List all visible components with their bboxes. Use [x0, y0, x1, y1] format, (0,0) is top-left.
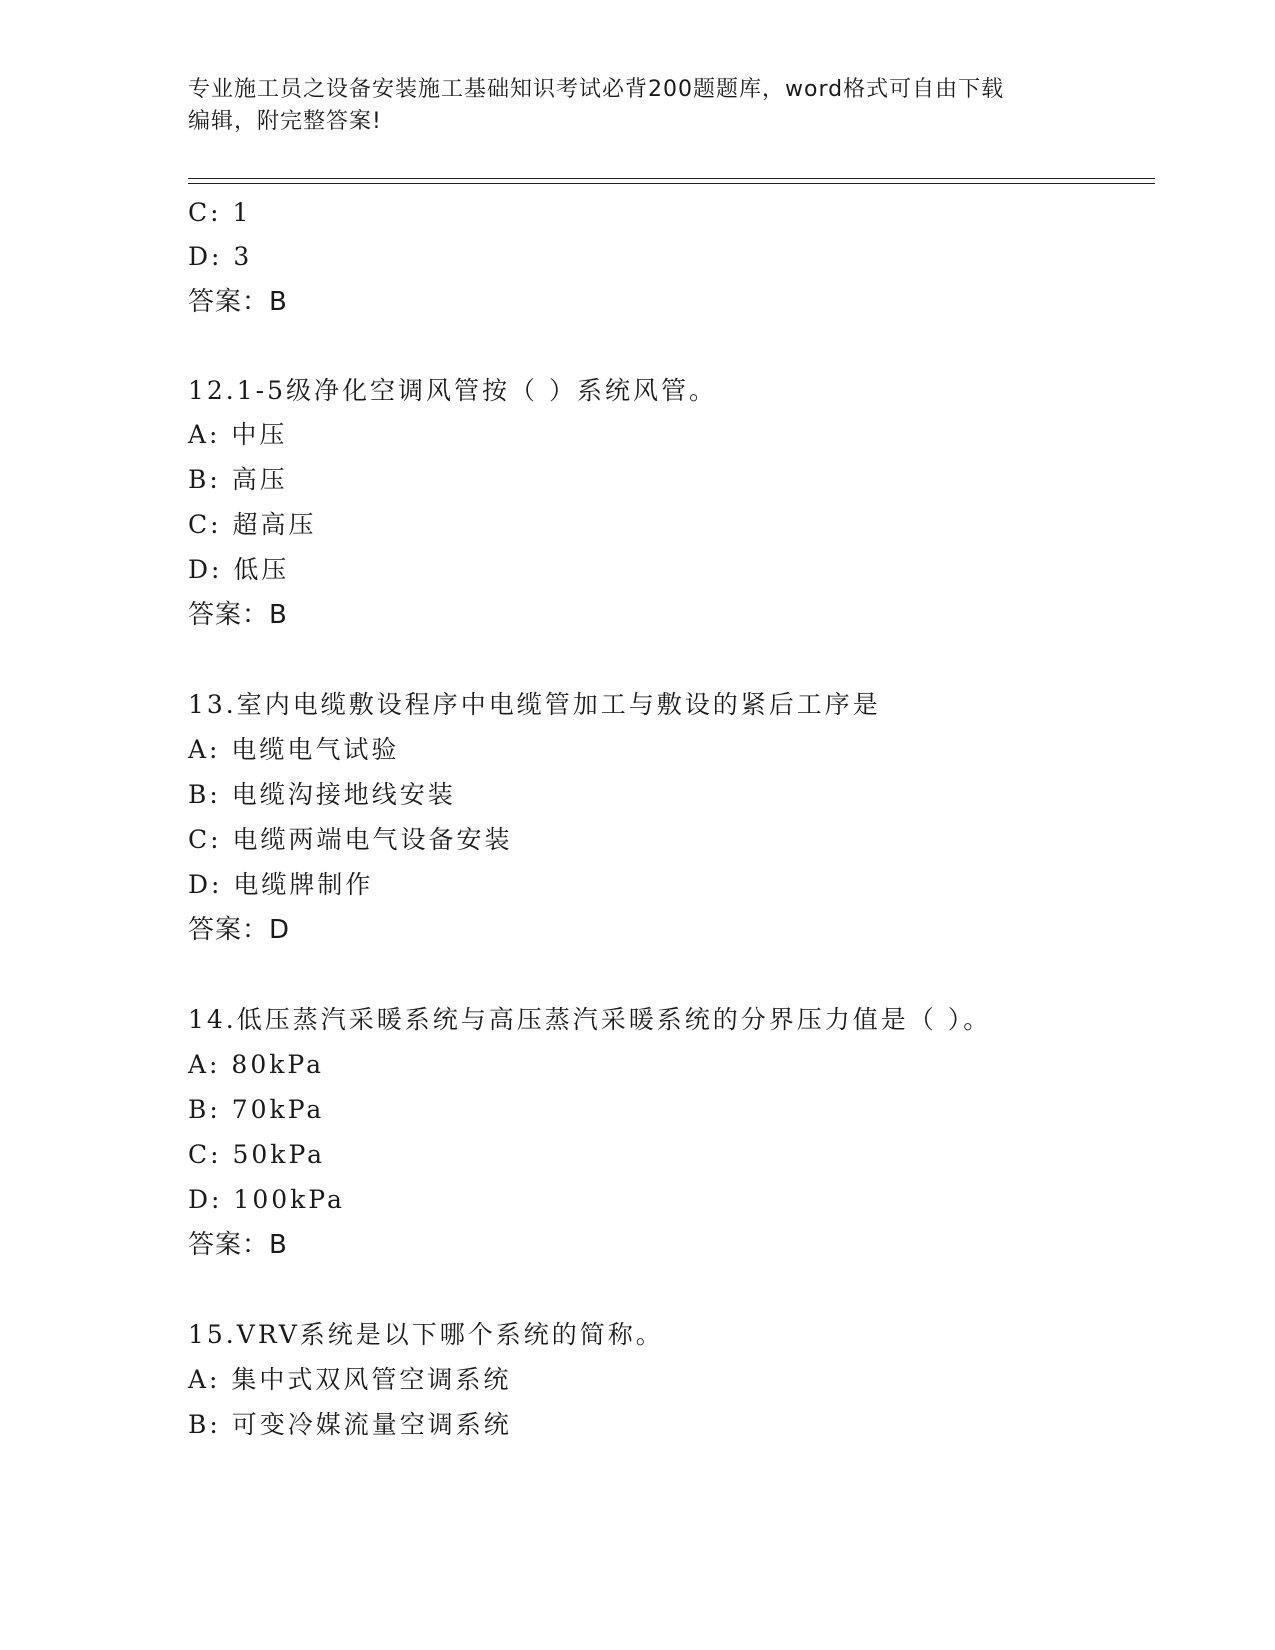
q15-option-a: A: 集中式双风管空调系统 — [188, 1365, 512, 1394]
q12-option-c: C: 超高压 — [188, 510, 317, 539]
q12-answer: 答案：B — [188, 600, 288, 630]
q13-answer: 答案：D — [188, 915, 291, 945]
q12-option-a: A: 中压 — [188, 420, 288, 449]
q13-option-b: B: 电缆沟接地线安装 — [188, 780, 456, 809]
q12-question: 12.1-5级净化空调风管按（ ）系统风管。 — [188, 376, 717, 405]
q14-question: 14.低压蒸汽采暖系统与高压蒸汽采暖系统的分界压力值是（ ）。 — [188, 1005, 992, 1034]
q14-option-d: D: 100kPa — [188, 1185, 345, 1214]
q13-option-a: A: 电缆电气试验 — [188, 735, 400, 764]
q14-option-a: A: 80kPa — [188, 1050, 324, 1079]
header-title-line-1: 专业施工员之设备安装施工基础知识考试必背200题题库，word格式可自由下载 — [188, 77, 1005, 102]
header-title-line-2: 编辑，附完整答案! — [188, 109, 382, 134]
q13-option-c: C: 电缆两端电气设备安装 — [188, 825, 513, 854]
q11-option-c: C: 1 — [188, 198, 252, 227]
q15-option-b: B: 可变冷媒流量空调系统 — [188, 1410, 512, 1439]
q12-option-b: B: 高压 — [188, 465, 288, 494]
header-divider-bottom — [188, 183, 1155, 184]
q14-option-c: C: 50kPa — [188, 1140, 326, 1169]
document-header — [188, 74, 1088, 138]
q15-question: 15.VRV系统是以下哪个系统的简称。 — [188, 1320, 664, 1349]
q12-option-d: D: 低压 — [188, 555, 290, 584]
q11-option-d: D: 3 — [188, 242, 253, 271]
q13-question: 13.室内电缆敷设程序中电缆管加工与敷设的紧后工序是 — [188, 690, 881, 719]
q14-answer: 答案：B — [188, 1230, 288, 1260]
q11-answer: 答案：B — [188, 287, 288, 317]
q13-option-d: D: 电缆牌制作 — [188, 870, 374, 899]
q14-option-b: B: 70kPa — [188, 1095, 325, 1124]
header-divider-top — [188, 178, 1155, 179]
